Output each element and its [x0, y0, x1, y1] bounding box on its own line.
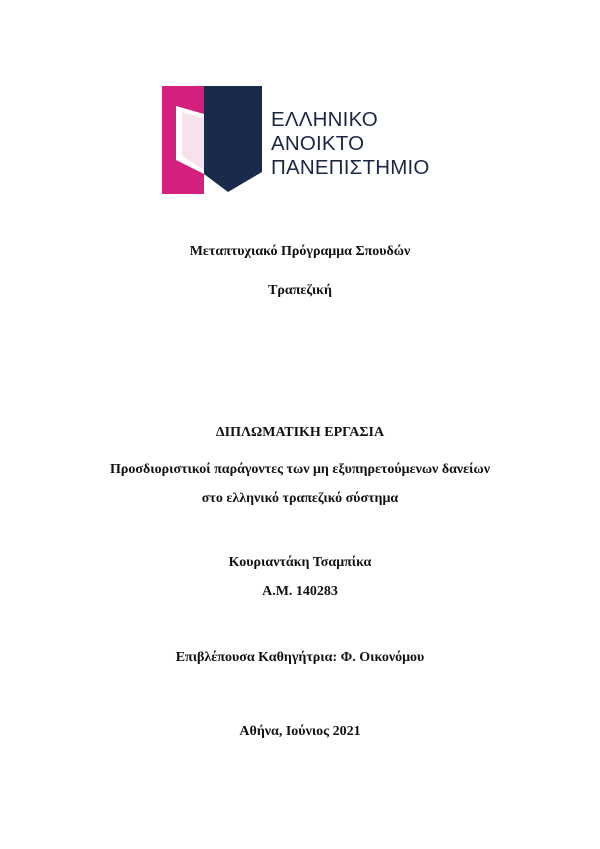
- place-and-date: Αθήνα, Ιούνιος 2021: [239, 724, 361, 739]
- author-registration-number: Α.Μ. 140283: [262, 584, 338, 599]
- logo-line-3: ΠΑΝΕΠΙΣΤΗΜΙΟ: [271, 156, 430, 179]
- author-name: Κουριαντάκη Τσαμπίκα: [228, 555, 372, 570]
- logo-line-1: ΕΛΛΗΝΙΚΟ: [271, 108, 378, 131]
- thesis-title-line-1: Προσδιοριστικοί παράγοντες των μη εξυπηρετούμενων δανείων: [110, 462, 490, 477]
- university-logo: [162, 86, 442, 194]
- thesis-title-line-2: στο ελληνικό τραπεζικό σύστημα: [201, 491, 399, 506]
- logo-line-2: ΑΝΟΙΚΤΟ: [271, 132, 365, 155]
- thesis-type-heading: ΔΙΠΛΩΜΑΤΙΚΗ ΕΡΓΑΣΙΑ: [215, 425, 385, 440]
- university-logo-mark: [162, 86, 262, 194]
- university-logo-wordmark: [271, 108, 430, 180]
- program-name: Μεταπτυχιακό Πρόγραμμα Σπουδών: [189, 244, 411, 259]
- supervisor: Επιβλέπουσα Καθηγήτρια: Φ. Οικονόμου: [175, 650, 425, 665]
- specialization: Τραπεζική: [268, 283, 332, 298]
